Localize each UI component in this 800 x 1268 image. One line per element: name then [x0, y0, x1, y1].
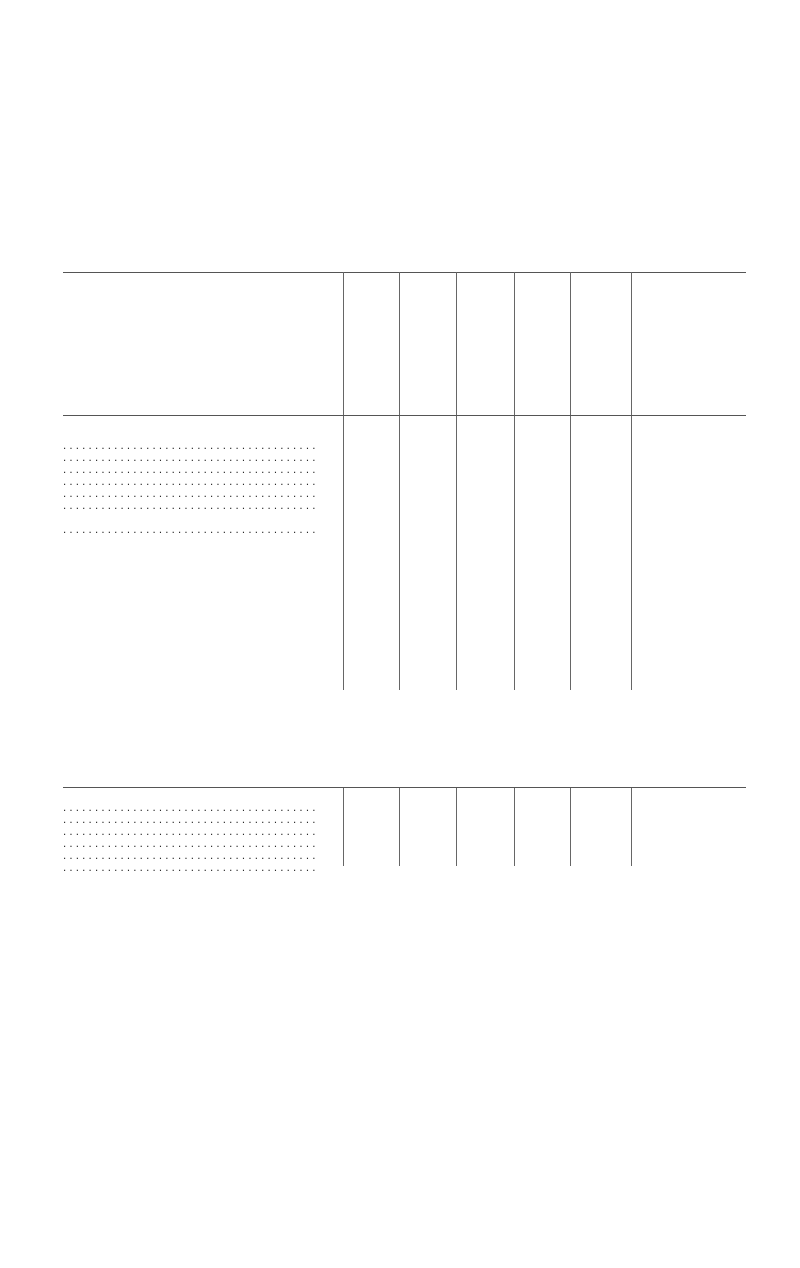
table-row	[63, 500, 746, 512]
table-row	[63, 802, 746, 814]
table-row	[63, 850, 746, 862]
table-row	[63, 814, 746, 826]
table-b-top-rule	[63, 787, 746, 788]
table-row	[63, 476, 746, 488]
table-row	[63, 838, 746, 850]
table-row	[63, 452, 746, 464]
table-a-top-rule	[63, 272, 746, 273]
table-row	[63, 440, 746, 452]
table-a-header-rule	[63, 415, 746, 416]
table-row	[63, 862, 746, 874]
table-a-totals-row	[63, 524, 746, 536]
table-row	[63, 826, 746, 838]
table-row	[63, 464, 746, 476]
table-row	[63, 488, 746, 500]
